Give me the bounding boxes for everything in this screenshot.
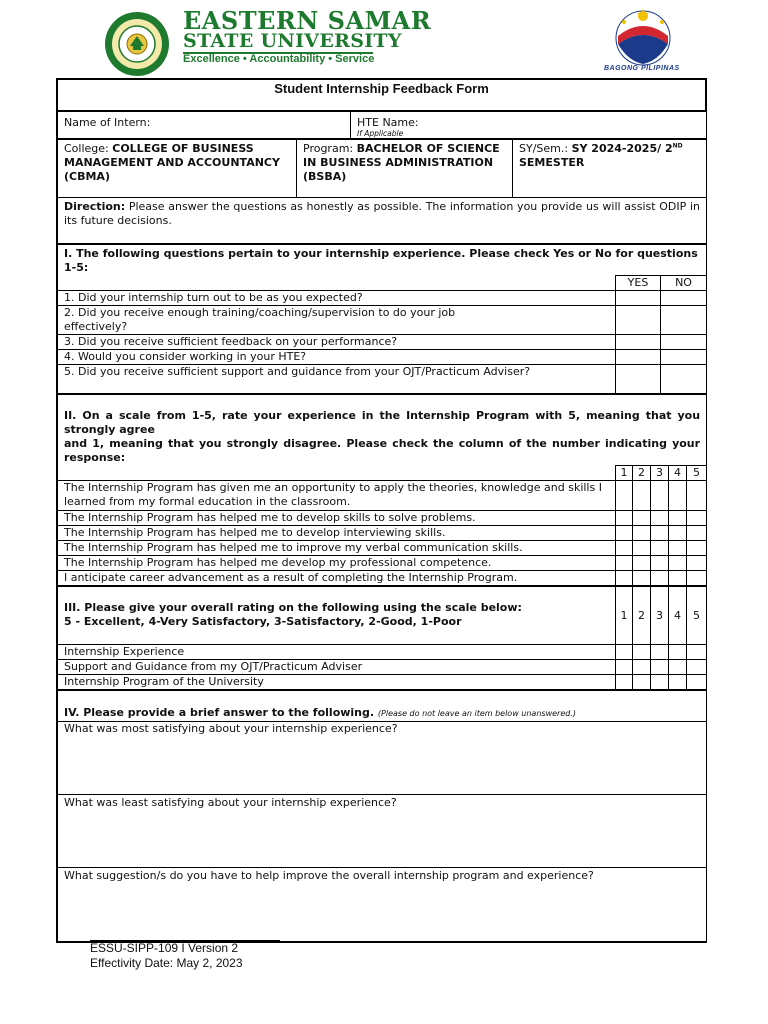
r1-rating-2[interactable]: [633, 645, 651, 660]
s5-rating-2[interactable]: [633, 556, 651, 571]
s4-rating-4[interactable]: [669, 541, 687, 556]
statement-6: I anticipate career advancement as a result of completing the Internship Program.: [58, 571, 616, 586]
s3-rating-4[interactable]: [669, 526, 687, 541]
s3-scale-5: 5: [687, 587, 707, 645]
s3-rating-2[interactable]: [633, 526, 651, 541]
section2-heading: [58, 395, 707, 466]
s1-rating-3[interactable]: [651, 481, 669, 511]
q1-no-checkbox[interactable]: [661, 291, 707, 306]
open-question-1: What was most satisfying about your internship experience?: [64, 722, 398, 735]
section2-heading-line1: II. On a scale from 1-5, rate your experience in the Internship Program with 5, meaning that you strongly agree: [64, 409, 701, 436]
s5-rating-3[interactable]: [651, 556, 669, 571]
program-cell: [297, 140, 513, 198]
question-5-text: 5. Did you receive sufficient support and guidance from your OJT/Practicum Adviser?: [64, 365, 531, 378]
s1-rating-1[interactable]: [616, 481, 633, 511]
program-label: Program:: [303, 142, 354, 155]
bagong-pilipinas-logo: [608, 6, 678, 66]
college-label: College:: [64, 142, 109, 155]
q3-no-checkbox[interactable]: [661, 335, 707, 350]
section1-heading: I. The following questions pertain to your internship experience. Please check Yes or No for questions 1-5:: [58, 245, 707, 276]
scale-3: 3: [651, 466, 669, 481]
intern-name-field[interactable]: [58, 112, 351, 139]
r3-rating-3[interactable]: [651, 675, 669, 690]
q5-yes-checkbox[interactable]: [616, 365, 661, 394]
section1-table: [57, 244, 707, 394]
direction-label: Direction:: [64, 200, 126, 213]
university-seal-logo: [97, 10, 177, 78]
r1-rating-4[interactable]: [669, 645, 687, 660]
program-value: BACHELOR OF SCIENCE IN BUSINESS ADMINISTRATION (BSBA): [303, 142, 500, 183]
intern-info-table: [57, 111, 707, 139]
yes-header: YES: [616, 276, 661, 291]
section4-heading: IV. Please provide a brief answer to the following.: [64, 706, 375, 719]
section4-heading-cell: [58, 691, 707, 722]
s2-rating-5[interactable]: [687, 511, 707, 526]
university-name-line1: EASTERN SAMAR: [183, 6, 432, 35]
section1-spacer: [58, 276, 616, 291]
statement-3: The Internship Program has helped me to develop interviewing skills.: [58, 526, 616, 541]
r2-rating-1[interactable]: [616, 660, 633, 675]
answer-box-3[interactable]: [58, 868, 707, 942]
section2-spacer: [58, 466, 616, 481]
answer-box-2[interactable]: [58, 795, 707, 868]
s3-scale-4: 4: [669, 587, 687, 645]
intern-name-label: Name of Intern:: [64, 116, 151, 129]
section3-heading-line1: III. Please give your overall rating on the following using the scale below:: [64, 601, 522, 614]
r2-rating-4[interactable]: [669, 660, 687, 675]
q2-yes-checkbox[interactable]: [616, 306, 661, 335]
s3-rating-3[interactable]: [651, 526, 669, 541]
s1-rating-4[interactable]: [669, 481, 687, 511]
q5-no-checkbox[interactable]: [661, 365, 707, 394]
hte-name-label: HTE Name:: [357, 116, 419, 129]
r2-rating-5[interactable]: [687, 660, 707, 675]
sy-sem-cell: [513, 140, 707, 198]
section3-heading-line2: 5 - Excellent, 4-Very Satisfactory, 3-Satisfactory, 2-Good, 1-Poor: [64, 615, 462, 628]
university-name-line2: STATE UNIVERSITY: [183, 30, 402, 52]
rating-item-1: Internship Experience: [58, 645, 616, 660]
question-3: 3. Did you receive sufficient feedback on your performance?: [58, 335, 616, 350]
s2-rating-2[interactable]: [633, 511, 651, 526]
college-value: COLLEGE OF BUSINESS MANAGEMENT AND ACCOUNTANCY (CBMA): [64, 142, 280, 183]
statement-4: The Internship Program has helped me to improve my verbal communication skills.: [58, 541, 616, 556]
s6-rating-4[interactable]: [669, 571, 687, 586]
scale-4: 4: [669, 466, 687, 481]
s4-rating-5[interactable]: [687, 541, 707, 556]
scale-5: 5: [687, 466, 707, 481]
sy-value2: SEMESTER: [519, 156, 585, 169]
direction-text: Please answer the questions as honestly as possible. The information you provide us will assist ODIP in its future decisions.: [64, 200, 700, 227]
r2-rating-2[interactable]: [633, 660, 651, 675]
s6-rating-5[interactable]: [687, 571, 707, 586]
sy-sup: ND: [672, 142, 683, 150]
program-info-table: [57, 139, 707, 244]
s5-rating-5[interactable]: [687, 556, 707, 571]
s6-rating-2[interactable]: [633, 571, 651, 586]
college-cell: [58, 140, 297, 198]
question-2: [58, 306, 616, 335]
rating-item-3: Internship Program of the University: [58, 675, 616, 690]
answer-box-1[interactable]: [58, 722, 707, 795]
r3-rating-4[interactable]: [669, 675, 687, 690]
direction-cell: [58, 198, 707, 244]
r3-rating-2[interactable]: [633, 675, 651, 690]
q1-yes-checkbox[interactable]: [616, 291, 661, 306]
s3-scale-1: 1: [616, 587, 633, 645]
scale-2: 2: [633, 466, 651, 481]
university-motto: Excellence • Accountability • Service: [183, 53, 375, 65]
s2-rating-1[interactable]: [616, 511, 633, 526]
section2-heading-line2: and 1, meaning that you strongly disagree. Please check the column of the number indicating your response:: [64, 437, 701, 464]
r2-rating-3[interactable]: [651, 660, 669, 675]
section2-table: [57, 394, 707, 586]
r3-rating-1[interactable]: [616, 675, 633, 690]
s3-scale-3: 3: [651, 587, 669, 645]
s6-rating-1[interactable]: [616, 571, 633, 586]
s4-rating-3[interactable]: [651, 541, 669, 556]
r1-rating-5[interactable]: [687, 645, 707, 660]
r1-rating-1[interactable]: [616, 645, 633, 660]
s3-rating-1[interactable]: [616, 526, 633, 541]
q4-no-checkbox[interactable]: [661, 350, 707, 365]
s2-rating-4[interactable]: [669, 511, 687, 526]
question-1: 1. Did your internship turn out to be as you expected?: [58, 291, 616, 306]
document-code: ESSU-SIPP-109 I Version 2: [90, 941, 239, 955]
no-header: NO: [661, 276, 707, 291]
question-5: [58, 365, 616, 394]
open-question-3: What suggestion/s do you have to help improve the overall internship program and experience?: [64, 869, 594, 882]
section4-note: (Please do not leave an item below unanswered.): [377, 709, 576, 718]
r3-rating-5[interactable]: [687, 675, 707, 690]
section4-table: [57, 690, 707, 942]
statement-1: The Internship Program has given me an opportunity to apply the theories, knowledge and skills I learned from my formal education in the classroom.: [58, 481, 616, 511]
open-question-2: What was least satisfying about your internship experience?: [64, 796, 397, 809]
question-2-text: 2. Did you receive enough training/coaching/supervision to do your job effectively?: [64, 306, 456, 333]
s2-rating-3[interactable]: [651, 511, 669, 526]
statement-5: The Internship Program has helped me develop my professional competence.: [58, 556, 616, 571]
sy-label: SY/Sem.:: [519, 142, 569, 155]
s5-rating-4[interactable]: [669, 556, 687, 571]
question-4: 4. Would you consider working in your HTE?: [58, 350, 616, 365]
q2-no-checkbox[interactable]: [661, 306, 707, 335]
r1-rating-3[interactable]: [651, 645, 669, 660]
rating-item-2: Support and Guidance from my OJT/Practicum Adviser: [58, 660, 616, 675]
form-title: Student Internship Feedback Form: [58, 80, 706, 111]
hte-note: If Applicable: [357, 129, 404, 138]
section3-table: [57, 586, 707, 690]
sy-value: SY 2024-2025/ 2: [571, 142, 673, 155]
scale-1: 1: [616, 466, 633, 481]
s4-rating-1[interactable]: [616, 541, 633, 556]
q4-yes-checkbox[interactable]: [616, 350, 661, 365]
statement-2: The Internship Program has helped me to develop skills to solve problems.: [58, 511, 616, 526]
form-table: [57, 79, 706, 111]
s1-rating-5[interactable]: [687, 481, 707, 511]
effectivity-date: Effectivity Date: May 2, 2023: [90, 956, 243, 970]
s6-rating-3[interactable]: [651, 571, 669, 586]
s3-rating-5[interactable]: [687, 526, 707, 541]
q3-yes-checkbox[interactable]: [616, 335, 661, 350]
s1-rating-2[interactable]: [633, 481, 651, 511]
s5-rating-1[interactable]: [616, 556, 633, 571]
s3-scale-2: 2: [633, 587, 651, 645]
s4-rating-2[interactable]: [633, 541, 651, 556]
hte-name-field[interactable]: [351, 112, 707, 139]
feedback-form: [56, 78, 707, 943]
bagong-pilipinas-text: BAGONG PILIPINAS: [604, 65, 680, 72]
section3-heading: [58, 587, 616, 645]
